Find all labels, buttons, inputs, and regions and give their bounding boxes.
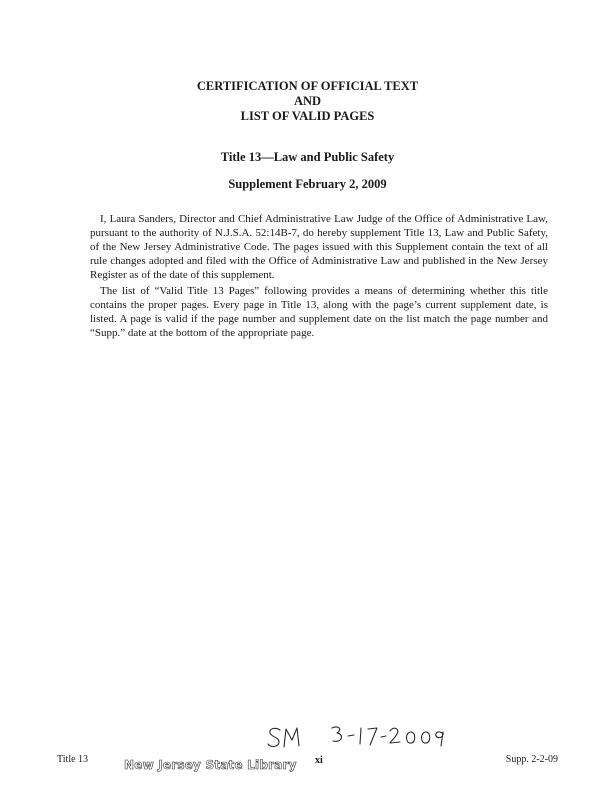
heading-line-1: CERTIFICATION OF OFFICIAL TEXT (196, 79, 419, 93)
footer-supplement-date: Supp. 2-2-09 (505, 754, 558, 765)
handwritten-initials-date (266, 722, 466, 752)
certification-paragraph: I, Laura Sanders, Director and Chief Administrative Law Judge of the Office of Administrative Law, pursuant to the authority of N.J.S.A. 52:14B-7, do hereby supplement Title 13, Law and Public Safety, of the New Jersey Administrative Code. The pages issued with this Supplement contain the text of all rule changes adopted and filed with the Office of Administrative Law and published in the New Jersey Register as of the date of this supplement. (90, 213, 548, 281)
library-stamp: New Jersey State Library (124, 758, 297, 772)
supplement-date: Supplement February 2, 2009 (228, 177, 387, 191)
title-subject: Title 13—Law and Public Safety (220, 150, 395, 164)
page-number: xi (315, 755, 323, 766)
document-heading (0, 79, 615, 124)
valid-pages-paragraph: The list of “Valid Title 13 Pages” following provides a means of determining whether this title contains the proper pages. Every page in Title 13, along with the page’s current supplement date, is listed. A page is valid if the page number and supplement date on the list match the page number and “Supp.” date at the bottom of the appropriate page. (90, 285, 548, 339)
heading-line-3: LIST OF VALID PAGES (240, 109, 375, 123)
footer-title: Title 13 (57, 754, 89, 765)
heading-line-2: AND (293, 94, 322, 108)
